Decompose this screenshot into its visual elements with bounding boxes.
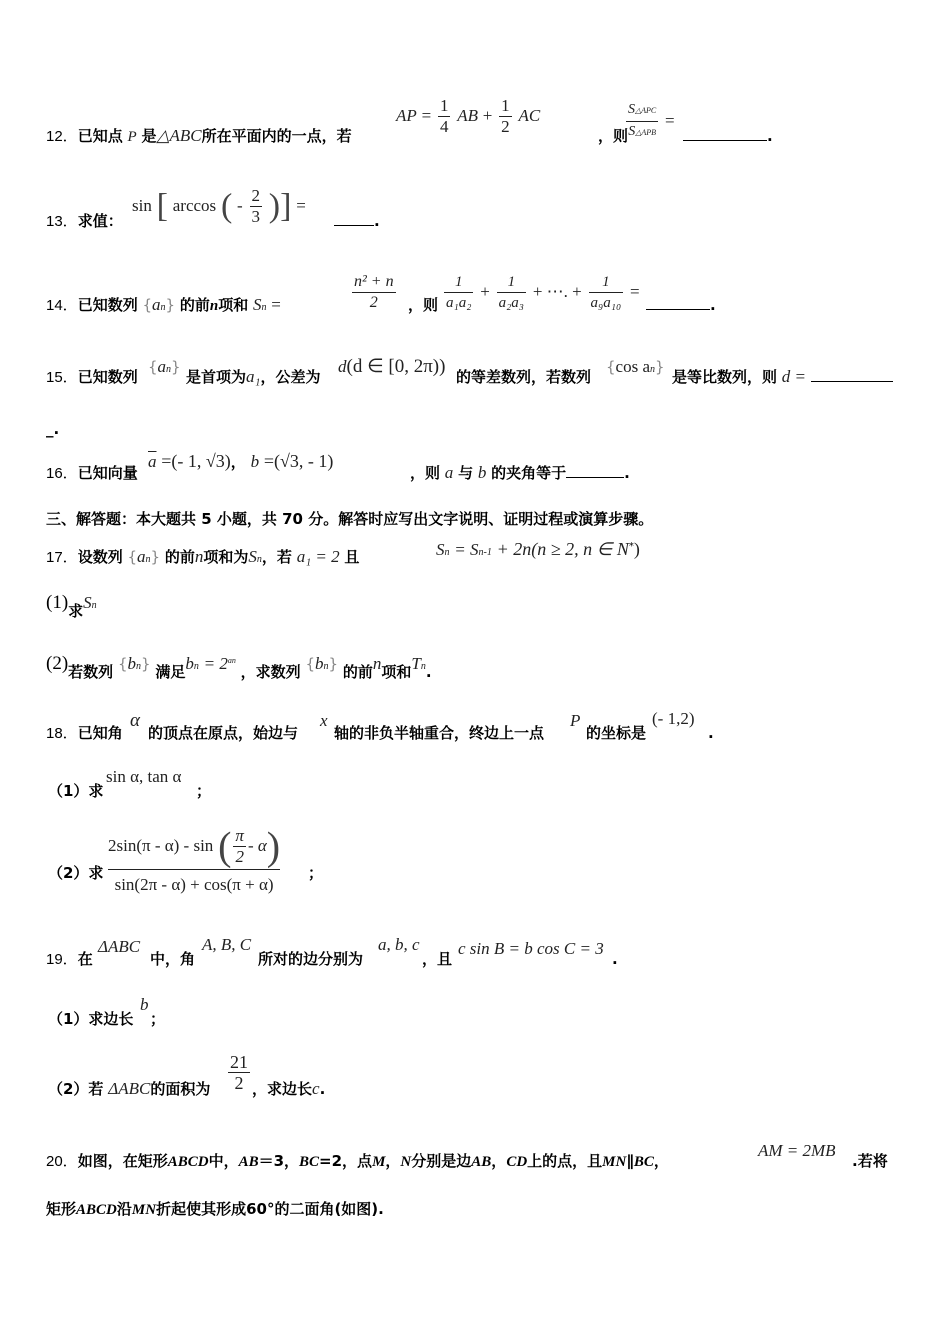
q17-part-1: (1)求Sn (46, 592, 97, 620)
q18-fraction: 2sin(π - α) - sin ( $\frac{\pi}{2}$ - α) sin(2π - α) + cos(π + α) (108, 823, 281, 894)
answer-blank[interactable] (683, 126, 767, 141)
q14-series: $\frac{1}{\text{a₁a₂}}$ + $\frac{1}{\text{a₂a₃}}$ + ⋯. + $\frac{1}{\text{a₉a₁₀}}$ = (446, 274, 640, 311)
question-20-line-2: 矩形ABCD沿MN折起使其形成60°的二面角(如图). (46, 1200, 384, 1218)
q13-expression: sin [ arccos ( - $\frac{2}{3}$ )] = (132, 186, 306, 226)
answer-blank[interactable] (334, 211, 374, 226)
answer-blank[interactable] (811, 367, 893, 382)
q17-part-2: (2)若数列 {bn} 满足bn = $2^{an}$ ，求数列 {bn} 的前n项和Tn. (46, 653, 432, 681)
section-3-heading: 三、解答题：本大题共 5 小题，共 70 分。解答时应写出文字说明、证明过程或演算步骤。 (46, 510, 654, 528)
answer-blank[interactable] (566, 463, 624, 478)
answer-blank[interactable] (646, 295, 710, 310)
q12-vector-equation: AP = $\frac{1}{4}$ AB + $\frac{1}{2}$ AC (396, 96, 541, 136)
q12-area-ratio: $\frac{\text{S△APC}}{\text{S△APB}}$ = (624, 100, 675, 143)
q16-vectors: $\overline{a}$ =(- 1, √3)， b =(√3, - 1) (148, 451, 334, 471)
